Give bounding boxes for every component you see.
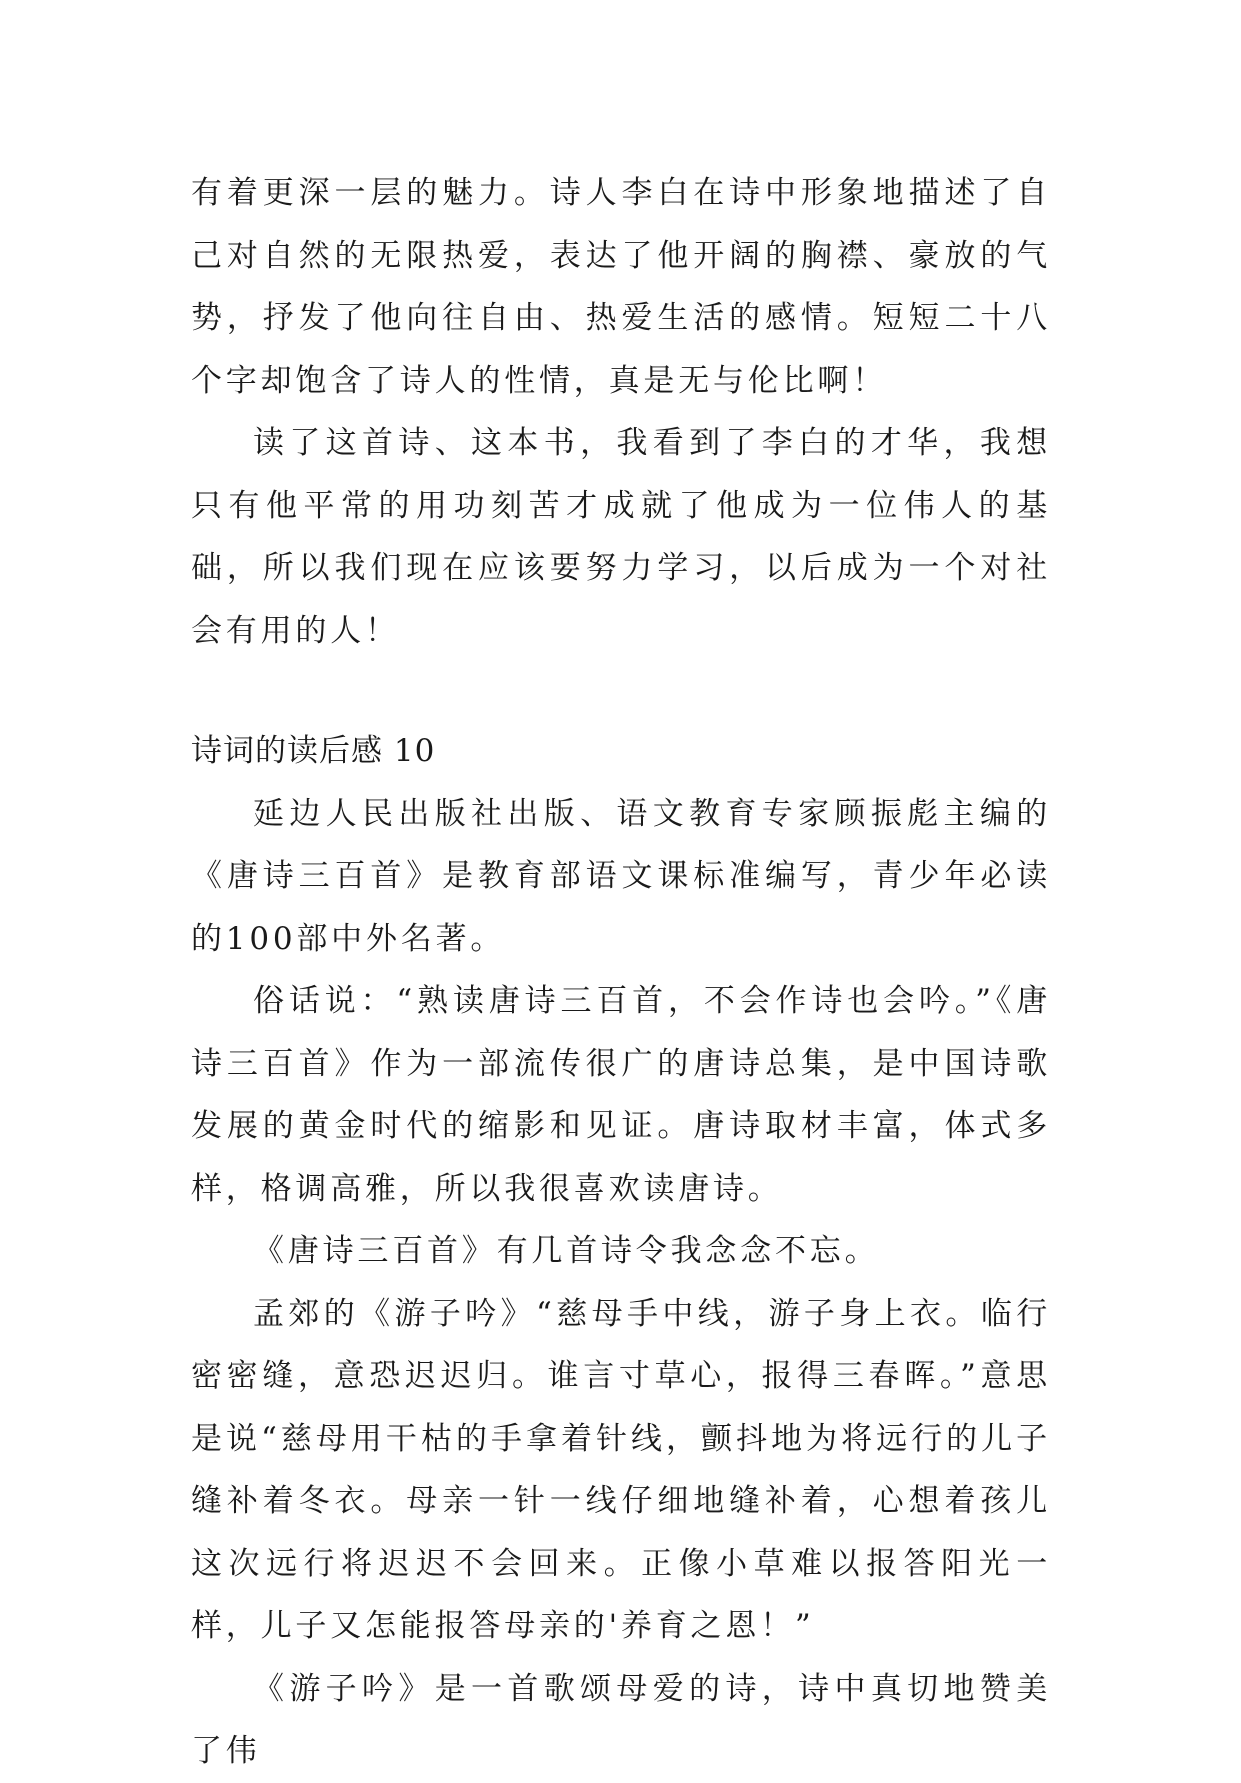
paragraph-continuation: 有着更深一层的魅力。诗人李白在诗中形象地描述了自己对自然的无限热爱，表达了他开阔的胸襟、豪放的气势，抒发了他向往自由、热爱生活的感情。短短二十八个字却饱含了诗人的性情，真是无与伦比啊！	[191, 175, 1051, 399]
paragraph-reflection: 读了这首诗、这本书，我看到了李白的才华，我想只有他平常的用功刻苦才成就了他成为一位伟人的基础，所以我们现在应该要努力学习，以后成为一个对社会有用的人！	[191, 425, 1051, 649]
paragraph-intro: 延边人民出版社出版、语文教育专家顾振彪主编的《唐诗三百首》是教育部语文课标准编写，青少年必读的100部中外名著。	[191, 795, 1051, 957]
paragraph-poems: 《唐诗三百首》有几首诗令我念念不忘。	[253, 1233, 880, 1269]
paragraph-saying: 俗话说：“熟读唐诗三百首，不会作诗也会吟。”《唐诗三百首》作为一部流传很广的唐诗总集，是中国诗歌发展的黄金时代的缩影和见证。唐诗取材丰富，体式多样，格调高雅，所以我很喜欢读唐诗。	[191, 983, 1051, 1207]
paragraph-praise: 《游子吟》是一首歌颂母爱的诗，诗中真切地赞美了伟	[191, 1670, 1051, 1769]
paragraph-youziyin: 孟郊的《游子吟》“慈母手中线，游子身上衣。临行密密缝，意恐迟迟归。谁言寸草心，报得三春晖。”意思是说“慈母用干枯的手拿着针线，颤抖地为将远行的儿子缝补着冬衣。母亲一针一线仔细地缝补着，心想着孩儿这次远行将迟迟不会回来。正像小草难以报答阳光一样，儿子又怎能报答母亲的'养育之恩！”	[191, 1295, 1051, 1644]
document-body	[191, 162, 1051, 1783]
section-heading: 诗词的读后感 10	[191, 733, 436, 769]
